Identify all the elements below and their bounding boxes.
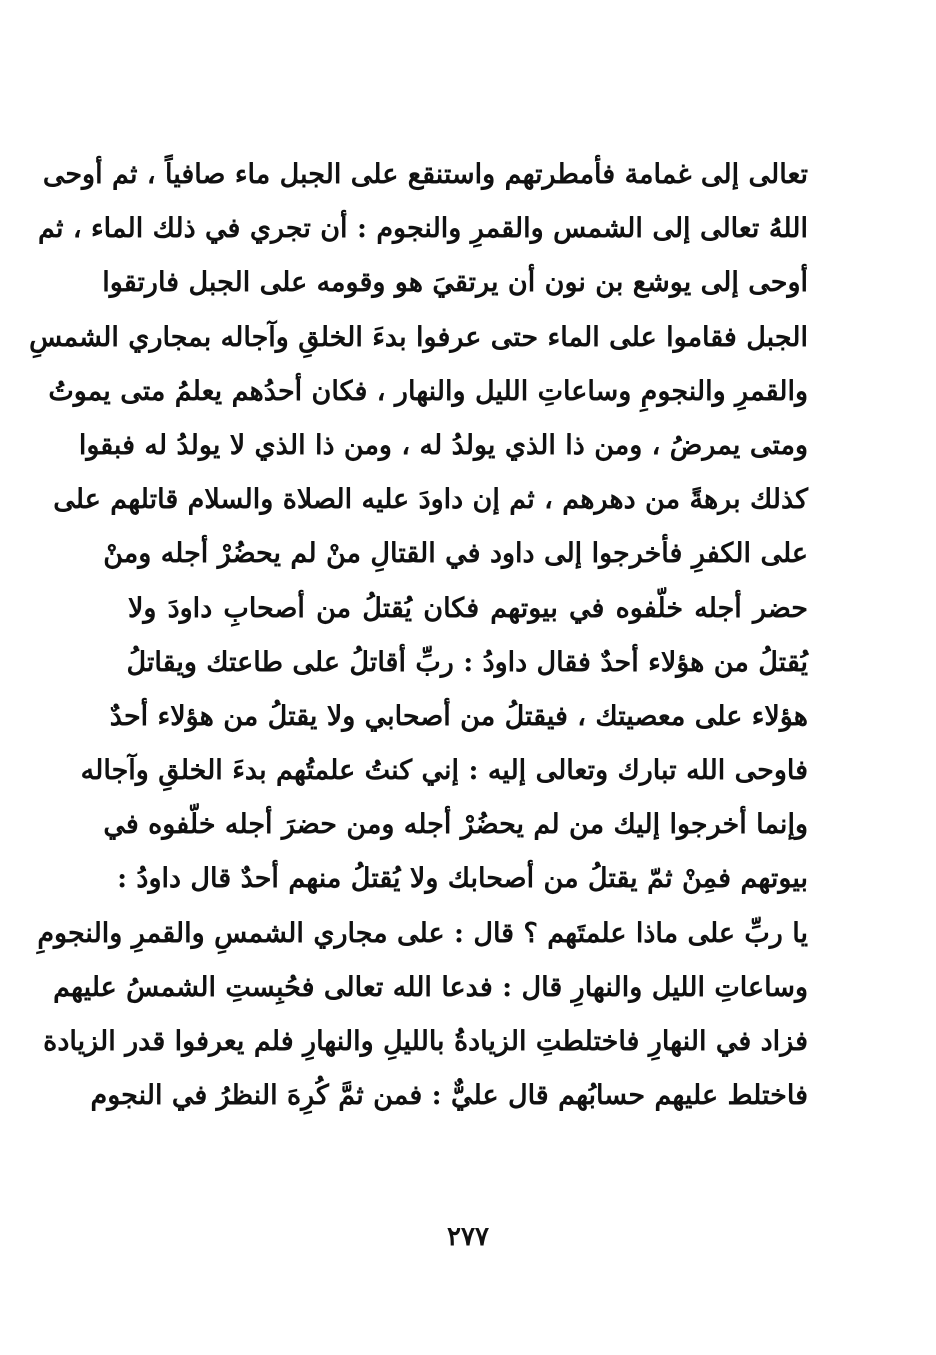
text-line: يا ربِّ على ماذا علمتَهم ؟ قال : على مجاري الشمسِ والقمرِ والنجومِ bbox=[37, 917, 808, 949]
text-line: والقمرِ والنجومِ وساعاتِ الليل والنهار ، فكان أحدُهم يعلمُ متى يموتُ bbox=[48, 375, 808, 407]
text-line: وساعاتِ الليل والنهارِ قال : فدعا الله تعالى فحُبِستِ الشمسُ عليهم bbox=[53, 971, 808, 1003]
text-line: بيوتهم فمِنْ ثمّ يقتلُ من أصحابك ولا يُقتلُ منهم أحدٌ قال داودُ : bbox=[117, 863, 808, 895]
body-text bbox=[29, 148, 808, 1123]
page-number: ٢٧٧ bbox=[447, 1222, 489, 1252]
text-line: ومتى يمرضُ ، ومن ذا الذي يولدُ له ، ومن ذا الذي لا يولدُ له فبقوا bbox=[78, 429, 808, 461]
text-line: حضر أجله خلّفوه في بيوتهم فكان يُقتلُ من أصحابِ داودَ ولا bbox=[128, 592, 808, 624]
text-line: فاختلط عليهم حسابُهم قال عليٌّ : فمن ثمَّ كُرِهَ النظرُ في النجوم bbox=[90, 1080, 808, 1112]
text-line: فاوحى الله تبارك وتعالى إليه : إني كنتُ علمتُهم بدءَ الخلقِ وآجاله bbox=[80, 755, 808, 787]
text-line: اللهُ تعالى إلى الشمس والقمرِ والنجوم : أن تجري في ذلك الماء ، ثم bbox=[37, 213, 808, 245]
text-line: تعالى إلى غمامة فأمطرتهم واستنقع على الجبل ماء صافياً ، ثم أوحى bbox=[42, 159, 808, 190]
text-line: يُقتلُ من هؤلاء أحدٌ فقال داودُ : ربِّ أقاتلُ على طاعتك ويقاتلُ bbox=[126, 646, 808, 678]
text-line: أوحى إلى يوشع بن نون أن يرتقيَ هو وقومه على الجبل فارتقوا bbox=[102, 267, 808, 299]
text-line: هؤلاء على معصيتك ، فيقتلُ من أصحابي ولا يقتلُ من هؤلاء أحدٌ bbox=[109, 700, 808, 732]
text-line: الجبل فقاموا على الماء حتى عرفوا بدءَ الخلقِ وآجاله بمجاري الشمسِ bbox=[29, 321, 808, 353]
text-line: كذلك برهةً من دهرهم ، ثم إن داودَ عليه الصلاة والسلام قاتلهم على bbox=[53, 484, 808, 516]
text-line: فزاد في النهارِ فاختلطتِ الزيادةُ بالليلِ والنهارِ فلم يعرفوا قدر الزيادة bbox=[43, 1026, 808, 1057]
text-line: وإنما أخرجوا إليك من لم يحضُرْ أجله ومن حضرَ أجله خلّفوه في bbox=[103, 809, 808, 841]
text-line: على الكفرِ فأخرجوا إلى داود في القتالِ منْ لم يحضُرْ أجله ومنْ bbox=[103, 538, 808, 570]
